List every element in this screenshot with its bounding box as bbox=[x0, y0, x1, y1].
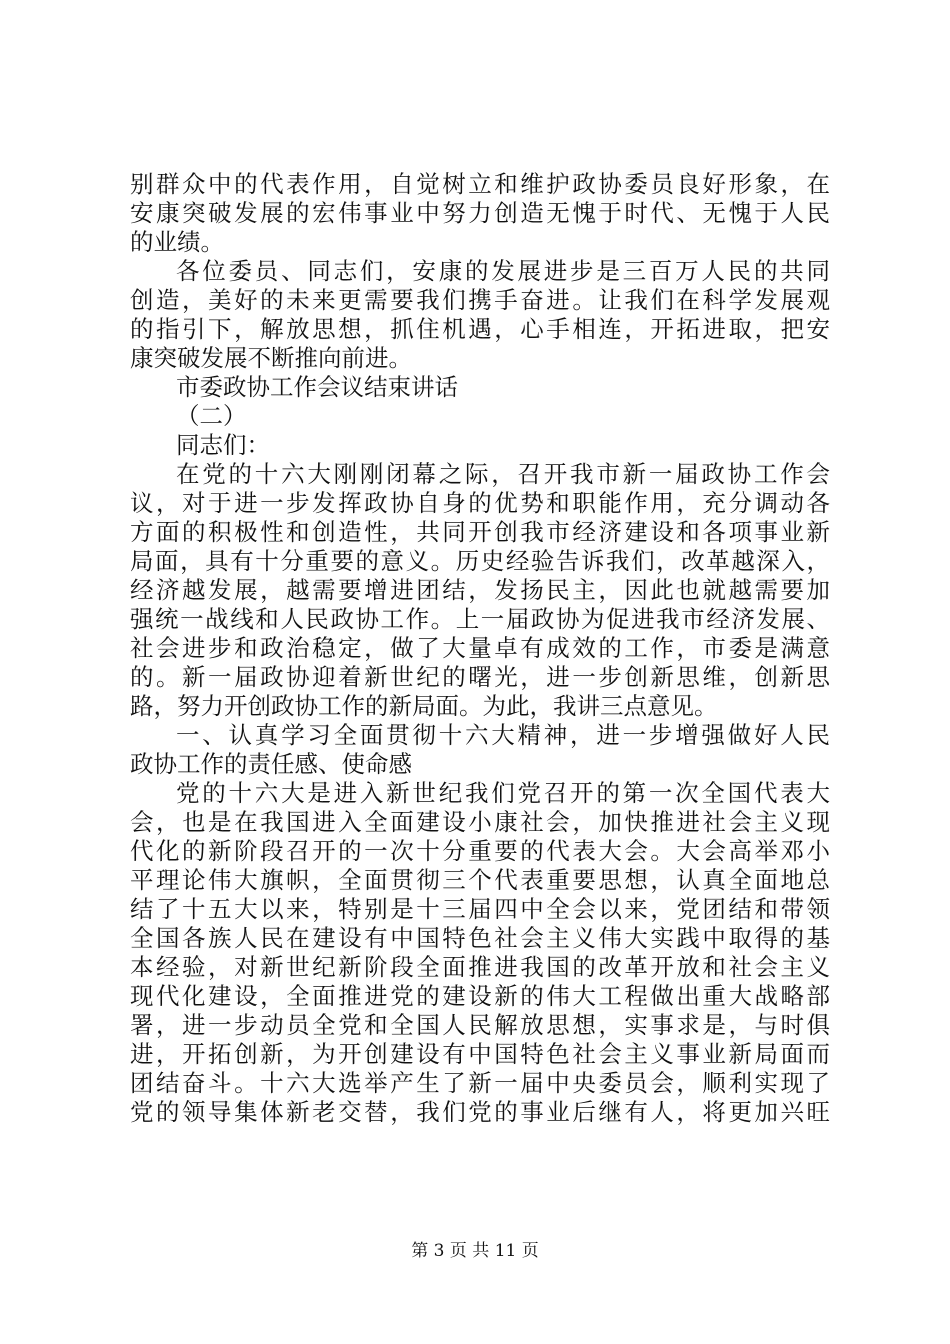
text-line: 在党的十六大刚刚闭幕之际，召开我市新一届政协工作会 bbox=[176, 460, 830, 488]
text-line: 安康突破发展的宏伟事业中努力创造无愧于时代、无愧于人民 bbox=[130, 199, 830, 227]
text-line: 本经验，对新世纪新阶段全面推进我国的改革开放和社会主义 bbox=[130, 953, 830, 981]
text-line: 局面，具有十分重要的意义。历史经验告诉我们，改革越深入， bbox=[130, 547, 830, 575]
text-line: 平理论伟大旗帜，全面贯彻三个代表重要思想，认真全面地总 bbox=[130, 866, 830, 894]
page-footer bbox=[0, 1240, 950, 1262]
text-line: 一、认真学习全面贯彻十六大精神，进一步增强做好人民 bbox=[176, 721, 830, 749]
document-body bbox=[130, 170, 830, 1127]
text-line: 现代化建设，全面推进党的建设新的伟大工程做出重大战略部 bbox=[130, 982, 830, 1010]
text-line: 的业绩。 bbox=[130, 228, 224, 256]
text-line: 康突破发展不断推向前进。 bbox=[130, 344, 412, 372]
text-line: （二） bbox=[176, 402, 247, 430]
text-line: 的指引下，解放思想，抓住机遇，心手相连，开拓进取，把安 bbox=[130, 315, 830, 343]
text-line: 强统一战线和人民政协工作。上一届政协为促进我市经济发展、 bbox=[130, 605, 830, 633]
text-line: 署，进一步动员全党和全国人民解放思想，实事求是，与时俱 bbox=[130, 1011, 830, 1039]
text-line: 代化的新阶段召开的一次十分重要的代表大会。大会高举邓小 bbox=[130, 837, 830, 865]
text-line: 政协工作的责任感、使命感 bbox=[130, 750, 412, 778]
text-line: 方面的积极性和创造性，共同开创我市经济建设和各项事业新 bbox=[130, 518, 830, 546]
text-line: 团结奋斗。十六大选举产生了新一届中央委员会，顺利实现了 bbox=[130, 1069, 830, 1097]
text-line: 党的十六大是进入新世纪我们党召开的第一次全国代表大 bbox=[176, 779, 830, 807]
text-line: 创造，美好的未来更需要我们携手奋进。让我们在科学发展观 bbox=[130, 286, 830, 314]
text-line: 各位委员、同志们，安康的发展进步是三百万人民的共同 bbox=[176, 257, 830, 285]
text-line: 同志们： bbox=[176, 431, 270, 459]
text-line: 进，开拓创新，为开创建设有中国特色社会主义事业新局面而 bbox=[130, 1040, 830, 1068]
text-line: 社会进步和政治稳定，做了大量卓有成效的工作，市委是满意 bbox=[130, 634, 830, 662]
text-line: 全国各族人民在建设有中国特色社会主义伟大实践中取得的基 bbox=[130, 924, 830, 952]
text-line: 的。新一届政协迎着新世纪的曙光，进一步创新思维，创新思 bbox=[130, 663, 830, 691]
text-line: 结了十五大以来，特别是十三届四中全会以来，党团结和带领 bbox=[130, 895, 830, 923]
text-line: 议，对于进一步发挥政协自身的优势和职能作用，充分调动各 bbox=[130, 489, 830, 517]
text-line: 市委政协工作会议结束讲话 bbox=[176, 373, 458, 401]
text-line: 路，努力开创政协工作的新局面。为此，我讲三点意见。 bbox=[130, 692, 718, 720]
text-line: 会，也是在我国进入全面建设小康社会，加快推进社会主义现 bbox=[130, 808, 830, 836]
text-line: 党的领导集体新老交替，我们党的事业后继有人，将更加兴旺 bbox=[130, 1098, 830, 1126]
text-line: 经济越发展，越需要增进团结，发扬民主，因此也就越需要加 bbox=[130, 576, 830, 604]
text-line: 别群众中的代表作用，自觉树立和维护政协委员良好形象，在 bbox=[130, 170, 830, 198]
page-number: 第 3 页 共 11 页 bbox=[411, 1241, 539, 1261]
